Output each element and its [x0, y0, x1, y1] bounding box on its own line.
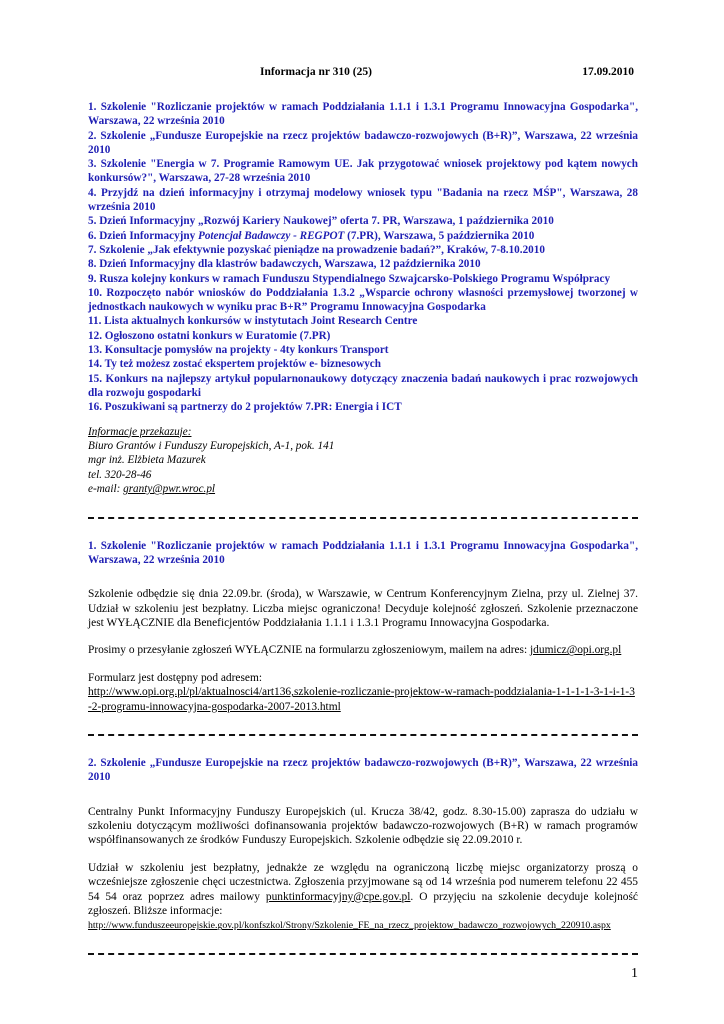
page-number: 1	[631, 966, 638, 981]
section-1	[88, 539, 638, 714]
toc-item-8[interactable]: 8. Dzień Informacyjny dla klastrów badawczych, Warszawa, 12 października 2010	[88, 258, 481, 271]
section-1-title: 1. Szkolenie "Rozliczanie projektów w ramach Poddziałania 1.1.1 i 1.3.1 Programu Innowacyjna Gospodarka", Warszawa, 22 września 2010	[88, 539, 638, 566]
toc-item-15[interactable]: 15. Konkurs na najlepszy artykuł popularnonaukowy dotyczący znaczenia badań naukowych i prac rozwojowych dla rozwoju gospodarki	[88, 372, 638, 399]
section-divider	[88, 953, 638, 955]
toc-item-6-prefix: 6. Dzień Informacyjny	[88, 229, 198, 242]
section-1-paragraph-2-text: Prosimy o przesyłanie zgłoszeń WYŁĄCZNIE na formularzu zgłoszeniowym, mailem na adres:	[88, 644, 528, 657]
contact-email-label: e-mail:	[88, 483, 124, 496]
toc-item-1[interactable]: 1. Szkolenie "Rozliczanie projektów w ramach Poddziałania 1.1.1 i 1.3.1 Programu Innowacyjna Gospodarka", Warszawa, 22 września 2010	[88, 101, 638, 128]
contact-phone: tel. 320-28-46	[88, 468, 152, 481]
section-2-paragraph-2-text-b: . O przyjęciu na szkolenie decyduje kolejność zgłoszeń. Bliższe informacje:	[88, 890, 638, 918]
section-2-title: 2. Szkolenie „Fundusze Europejskie na rzecz projektów badawczo-rozwojowych (B+R)”, Warszawa, 22 września 2010	[88, 757, 638, 784]
section-1-form-link[interactable]: http://www.opi.org.pl/pl/aktualnosci4/art136,szkolenie-rozliczanie-projektow-w-ramach-poddzialania-1-1-1-1-3-1-i-1-3-2-programu-innowacyjna-gospodarka-2007-2013.html	[88, 686, 635, 713]
toc-item-7[interactable]: 7. Szkolenie „Jak efektywnie pozyskać pieniądze na prowadzenie badań?”, Kraków, 7-8.10.2010	[88, 243, 545, 256]
toc-item-2[interactable]: 2. Szkolenie „Fundusze Europejskie na rzecz projektów badawczo-rozwojowych (B+R)”, Warszawa, 22 września 2010	[88, 129, 638, 156]
toc-item-4[interactable]: 4. Przyjdź na dzień informacyjny i otrzymaj modelowy wniosek typu "Badania na rzecz MŚP", Warszawa, 28 września 2010	[88, 186, 638, 214]
document-page	[88, 66, 638, 975]
section-divider	[88, 734, 638, 736]
issue-date: 17.09.2010	[582, 66, 634, 78]
document-header	[88, 66, 638, 86]
toc-item-3[interactable]: 3. Szkolenie "Energia w 7. Programie Ramowym UE. Jak przygotować wniosek projektowy pod kątem nowych konkursów?", Warszawa, 27-28 września 2010	[88, 158, 638, 185]
toc-item-10[interactable]: 10. Rozpoczęto nabór wniosków do Poddziałania 1.3.2 „Wsparcie ochrony własności przemysłowej tworzonej w jednostkach naukowych w wyniku prac B+R” Programu Innowacyjna Gospodarka	[88, 286, 638, 314]
toc-item-5[interactable]: 5. Dzień Informacyjny „Rozwój Kariery Naukowej” oferta 7. PR, Warszawa, 1 października 2010	[88, 215, 554, 228]
contact-person: mgr inż. Elżbieta Mazurek	[88, 454, 206, 467]
section-1-paragraph-3	[88, 671, 638, 714]
section-1-paragraph-3-text: Formularz jest dostępny pod adresem:	[88, 671, 262, 684]
toc-item-6[interactable]	[88, 229, 638, 243]
section-1-email-link[interactable]: jdumicz@opi.org.pl	[530, 644, 622, 657]
toc-item-6-suffix: (7.PR), Warszawa, 5 października 2010	[344, 229, 535, 242]
section-1-paragraph-1: Szkolenie odbędzie się dnia 22.09.br. (środa), w Warszawie, w Centrum Konferencyjnym Zielna, przy ul. Zielnej 37. Udział w szkoleniu jest bezpłatny. Liczba miejsc ograniczona! Decyduje kolejność zgłoszeń. Szkolenie przeznaczone jest WYŁĄCZNIE dla Beneficjentów Poddziałania 1.1.1 i 1.3.1 Programu Innowacyjna Gospodarka.	[88, 588, 638, 629]
toc-item-12[interactable]: 12. Ogłoszono ostatni konkurs w Euratomie (7.PR)	[88, 329, 331, 342]
contact-block	[88, 425, 638, 497]
contact-office: Biuro Grantów i Funduszy Europejskich, A-1, pok. 141	[88, 439, 335, 452]
contact-email-line	[88, 482, 638, 496]
toc-item-11[interactable]: 11. Lista aktualnych konkursów w instytutach Joint Research Centre	[88, 315, 418, 328]
section-2-paragraph-1: Centralny Punkt Informacyjny Funduszy Europejskich (ul. Krucza 38/42, godz. 8.30-15.00) zaprasza do udziału w szkoleniu dotyczącym możliwości dofinansowania projektów badawczo-rozwojowych (B+R) w ramach programów współfinansowanych ze środków Funduszy Europejskich. Szkolenie odbędzie się 22.09.2010 r.	[88, 805, 638, 847]
section-2-info-link[interactable]: http://www.funduszeeuropejskie.gov.pl/konfszkol/Strony/Szkolenie_FE_na_rzecz_projektow_badawczo_rozwojowych_220910.aspx	[88, 920, 611, 932]
toc-item-6-italic: Potencjał Badawczy - REGPOT	[198, 229, 345, 242]
toc-item-16[interactable]: 16. Poszukiwani są partnerzy do 2 projektów 7.PR: Energia i ICT	[88, 401, 402, 414]
issue-title: Informacja nr 310 (25)	[260, 66, 372, 78]
section-divider	[88, 517, 638, 519]
contact-heading: Informacje przekazuje:	[88, 425, 192, 438]
toc-item-14[interactable]: 14. Ty też możesz zostać ekspertem projektów e- biznesowych	[88, 358, 381, 371]
section-2-email-link[interactable]: punktinformacyjny@cpe.gov.pl	[265, 890, 411, 903]
section-2	[88, 756, 638, 933]
section-2-paragraph-2	[88, 861, 638, 933]
contact-email-link[interactable]: granty@pwr.wroc.pl	[123, 483, 216, 496]
toc-item-13[interactable]: 13. Konsultacje pomysłów na projekty - 4ty konkurs Transport	[88, 344, 389, 357]
section-1-paragraph-2	[88, 643, 638, 657]
table-of-contents	[88, 100, 638, 415]
section-2-paragraph-2-text-a: Udział w szkoleniu jest bezpłatny, jednakże ze względu na ograniczoną liczbę miejsc organizatorzy proszą o wcześniejsze zgłoszenie chęci uczestnictwa. Zgłoszenia przyjmowane są od 14 września pod numerem telefonu 22 455 54 54 oraz poprzez adres mailowy	[88, 861, 638, 903]
toc-item-9[interactable]: 9. Rusza kolejny konkurs w ramach Funduszu Stypendialnego Szwajcarsko-Polskiego Programu Współpracy	[88, 272, 611, 285]
